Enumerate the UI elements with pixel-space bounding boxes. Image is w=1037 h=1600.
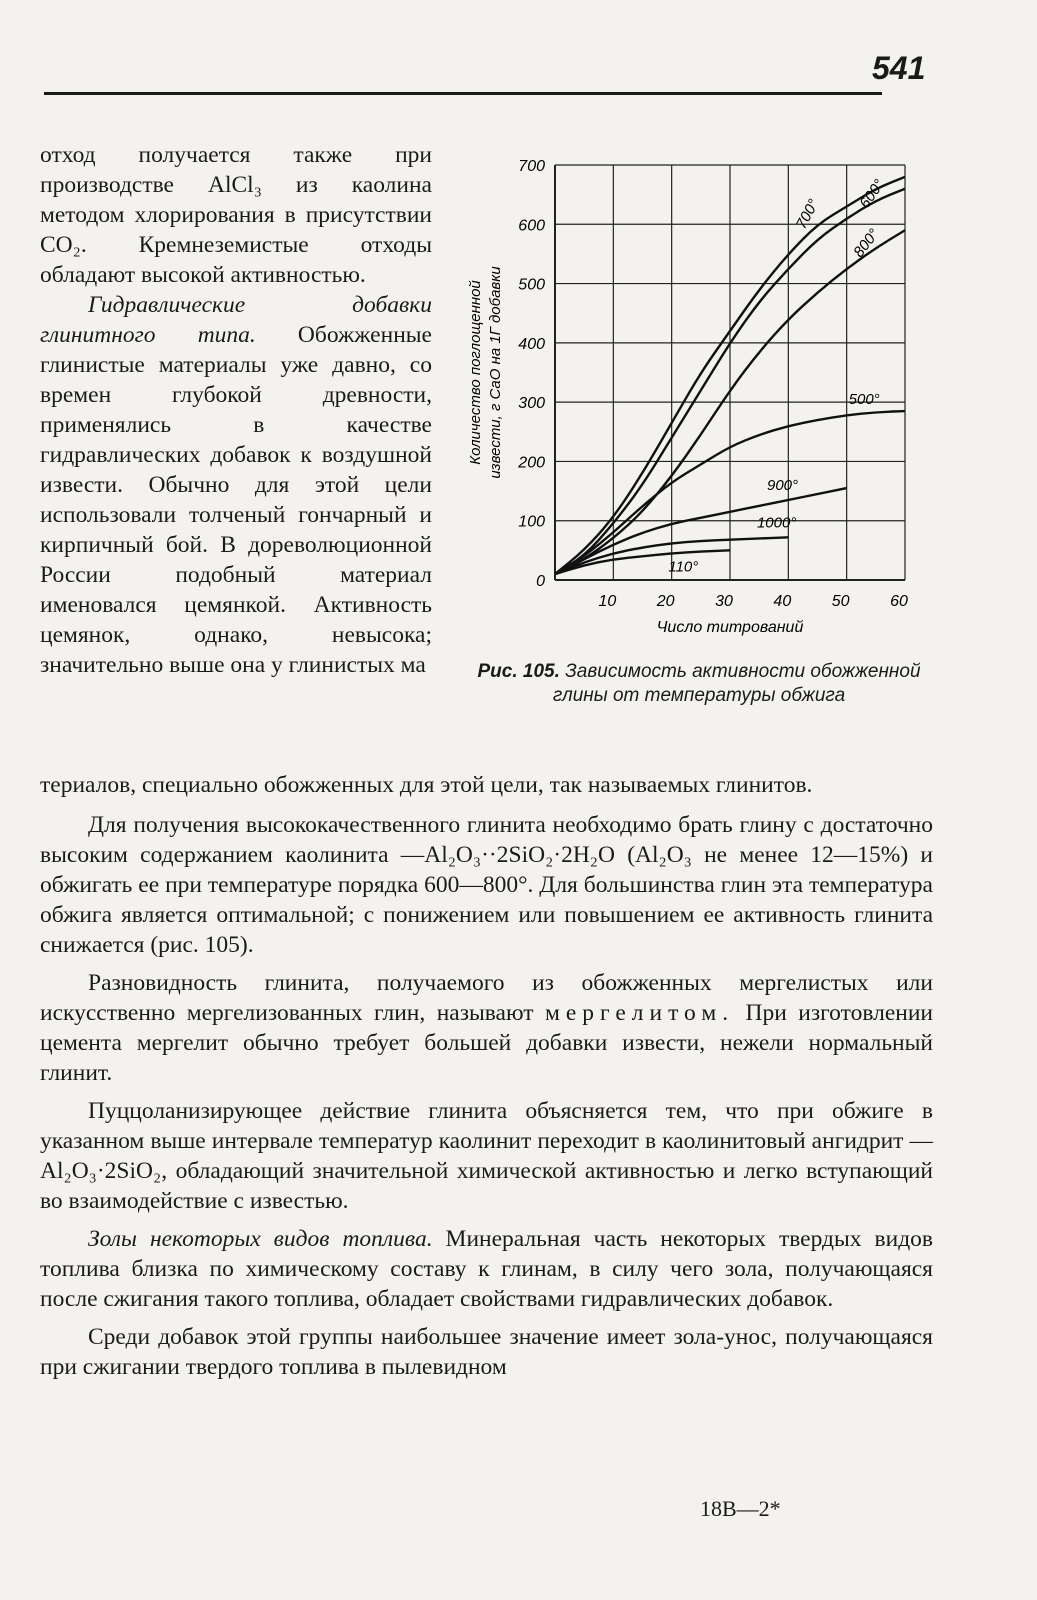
x-tick-label-50: 50 — [831, 593, 850, 610]
page-number: 541 — [872, 50, 926, 86]
y-tick-label-500: 500 — [518, 276, 545, 294]
section-heading-glinite: Гидравлические добавки глинитного типа. — [40, 292, 432, 348]
signature-mark: 18В—2* — [700, 1496, 781, 1521]
section-heading-fuel-ash: Золы некоторых видов топлива. — [88, 1226, 433, 1252]
series-label-2: 800° — [850, 225, 883, 261]
paragraph-fuel-ash-body: Минеральная часть некоторых твердых видов топлива близка по химическому составу к глинам, в силу чего зола, получающаяся после сжигания такого топлива, обладает свойствами гидравлических добавок. — [40, 1226, 934, 1312]
x-tick-label-10: 10 — [598, 593, 617, 610]
narrow-column — [40, 140, 432, 680]
figure-105 — [440, 140, 940, 660]
paragraph-glinite-end: териалов, специально обожженных для этой цели, так называемых глинитов. — [40, 772, 813, 798]
series-line-5 — [555, 550, 730, 574]
y-tick-label-600: 600 — [518, 217, 545, 235]
paragraph-mergelite-end: При изготовлении цемента мергелит обычно требует большей добавки извести, нежели нормальный глинит. — [40, 1000, 933, 1086]
figure-caption-label: Рис. 105. — [477, 661, 560, 682]
paragraph-mergelite-start: Разновидность глинита, получаемого из обожженных мергелистых или искусственно мергелизованных глин, называют — [40, 970, 933, 1026]
y-tick-label-100: 100 — [518, 513, 545, 531]
series-label-4: 900° — [766, 476, 799, 494]
paragraph-continuation: отход получается также при производстве AlCl₃ из каолина методом хлорирования в присутствии CO₂. Кремнеземистые отходы обладают высокой активностью. — [40, 142, 432, 288]
term-mergelite: мергелитом. — [544, 1000, 735, 1026]
y-tick-label-400: 400 — [518, 335, 545, 353]
series-label-6: 1000° — [756, 514, 797, 532]
y-tick-label-0: 0 — [536, 573, 545, 590]
series-label-5: 110° — [668, 558, 699, 576]
y-axis-label-line1: Количество поглощенной — [467, 280, 484, 465]
activity-chart — [440, 140, 940, 660]
figure-caption-text: Зависимость активности обожженной глины от температуры обжига — [552, 661, 921, 706]
series-label-1: 600° — [856, 176, 889, 212]
paragraph-glinite-intro — [40, 290, 432, 680]
paragraph-glinite-body: Обожженные глинистые материалы уже давно, со времен глубокой древности, применялись в качестве гидравлических добавок к воздушной извести. Обычно для этой цели использовали толченый гончарный и кирпичный бой. В дореволюционной России подобный материал именовался цемянкой. Активность цемянок, однако, невысока; значительно выше она у глинистых ма — [40, 322, 432, 678]
y-axis-label-line2: извести, г CaO на 1Г добавки — [487, 266, 504, 479]
x-tick-label-40: 40 — [773, 593, 792, 610]
header-rule — [44, 92, 882, 95]
paragraph-mergelite — [40, 968, 933, 1088]
full-width-text — [40, 770, 933, 1390]
paragraph-pozzolanic-action: Пуццоланизирующее действие глинита объясняется тем, что при обжиге в указанном выше интервале температур каолинит переходит в каолинитовый ангидрит — Al₂O₃·2SiO₂, обладающий значительной химической активностью и легко вступающий во взаимодействие с известью. — [40, 1098, 933, 1214]
x-tick-label-30: 30 — [715, 593, 733, 610]
x-tick-label-20: 20 — [656, 593, 675, 610]
y-tick-label-200: 200 — [518, 454, 545, 472]
figure-caption — [464, 660, 934, 708]
paragraph-fly-ash: Среди добавок этой группы наибольшее значение имеет зола-унос, получающаяся при сжигании твердого топлива в пылевидном — [40, 1324, 933, 1380]
paragraph-fuel-ash — [40, 1224, 933, 1314]
y-tick-label-700: 700 — [518, 158, 545, 175]
series-label-0: 700° — [792, 196, 823, 232]
paragraph-high-quality-glinite: Для получения высококачественного глинита необходимо брать глину с достаточно высоким содержанием каолинита —Al₂O₃··2SiO₂·2H₂O (Al₂O₃ не менее 12—15%) и обжигать ее при температуре порядка 600—800°. Для большинства глин эта температура обжига является оптимальной; с понижением или повышением ее активность глинита снижается (рис. 105). — [40, 812, 933, 958]
x-tick-label-60: 60 — [890, 593, 908, 610]
x-axis-label: Число титрований — [656, 619, 804, 636]
series-label-3: 500° — [848, 391, 880, 409]
y-tick-label-300: 300 — [518, 395, 545, 413]
